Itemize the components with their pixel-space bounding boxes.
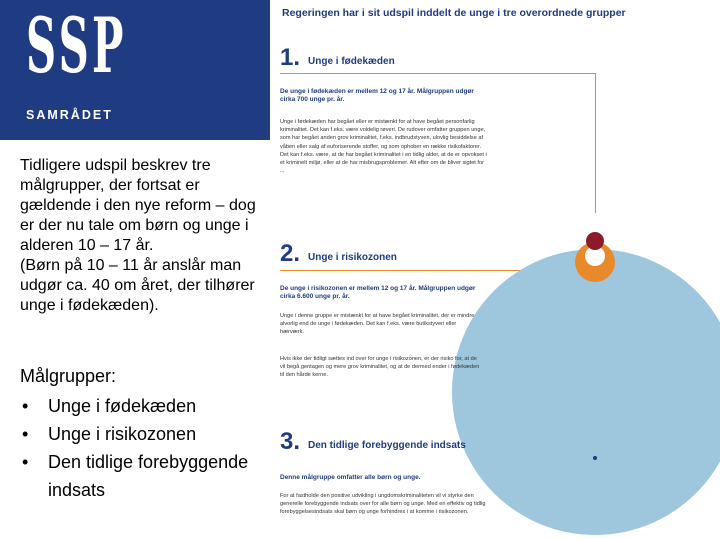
section-1-subtitle: De unge i fødekæden er mellem 12 og 17 år. Målgruppen udgør cirka 700 unge pr. år. <box>280 88 474 103</box>
target-circles-graphic <box>270 0 720 540</box>
list-item: • Unge i risikozonen <box>20 420 260 448</box>
document-title: Regeringen har i sit udspil inddelt de unge i tre overordnede grupper <box>282 7 626 19</box>
section-2-body: Unge i denne gruppe er mistænkt for at have begået kriminalitet, der er mindre alvorlig end de unge i fødekæden. Det kan f.eks. være butikstyveri eller hærværk. <box>280 313 475 336</box>
section-1-vline <box>595 73 596 213</box>
section-1-number: 1. <box>280 44 301 71</box>
section-2-body-2: Hvis ikke der tidligt sættes ind over for unge i risikozonen, er der risiko for, at de vil begå gentagen og mere grov kriminalitet, og at de dermed ender i fødekæden til den hårde kerne. <box>280 356 480 379</box>
section-3-heading: Den tidlige forebyggende indsats <box>308 440 466 451</box>
section-3-body: For at fastholde den positive udvikling i ungdomskriminaliteten vil vi styrke den generelle forebyggende indsats over for alle børn og unge. Med en effektiv og tidlig forebyggelsesindsats skal børn og unge forhindres i at komme i risikozonen. <box>280 493 486 516</box>
list-item: • Unge i fødekæden <box>20 392 260 420</box>
section-3-number: 3. <box>280 428 301 455</box>
ssp-logo-text: SAMRÅDET <box>26 108 113 122</box>
section-1-body: Unge i fødekæden har begået eller er mistænkt for at have begået personfarlig kriminalitet. Det kan f.eks. være voldelig røveri. De rudover omfatter gruppen unge, som har begået anden grov kriminalitet, f.eks. indbrudstyveri, ulovlig besiddelse af våben eller salg af euforiserende stoffer, og som ophober en række risikofaktorer. Det kan f.eks. være, at de har begået kriminalitet i en tidlig alder, at de er opvokset i et kriminelt miljø, eller at de har misbrugsproblemer. Alt efter om de bliver sigtet for ... <box>280 119 487 175</box>
intro-note: (Børn på 10 – 11 år anslår man udgør ca. 40 om året, der tilhører unge i fødekæden). <box>20 257 255 314</box>
intro-text-block <box>20 156 270 316</box>
malgrupper-title: Målgrupper: <box>20 366 117 386</box>
section-1-line <box>280 73 595 74</box>
section-2-subtitle: De unge i risikozonen er mellem 12 og 17 år. Målgruppen udgør cirka 6.600 unge pr. år. <box>280 285 476 300</box>
circle-large <box>452 249 720 535</box>
ssp-logo-mark: SSP <box>26 1 127 90</box>
section-3-subtitle: Denne målgruppe omfatter alle børn og unge. <box>280 474 421 481</box>
embedded-document-image <box>270 0 720 540</box>
malgrupper-list <box>20 392 260 504</box>
section-2-heading: Unge i risikozonen <box>308 252 397 263</box>
circle-small <box>586 232 604 250</box>
intro-paragraph: Tidligere udspil beskrev tre målgrupper, der fortsat er gældende i den nye reform – dog er der nu tale om børn og unge i alderen 10 – 17 år. <box>20 157 256 254</box>
section-1-heading: Unge i fødekæden <box>308 56 395 67</box>
circle-dot <box>593 456 597 460</box>
ssp-logo <box>0 0 270 140</box>
section-2-number: 2. <box>280 240 301 267</box>
list-item: • Den tidlige forebyggende indsats <box>20 448 260 504</box>
